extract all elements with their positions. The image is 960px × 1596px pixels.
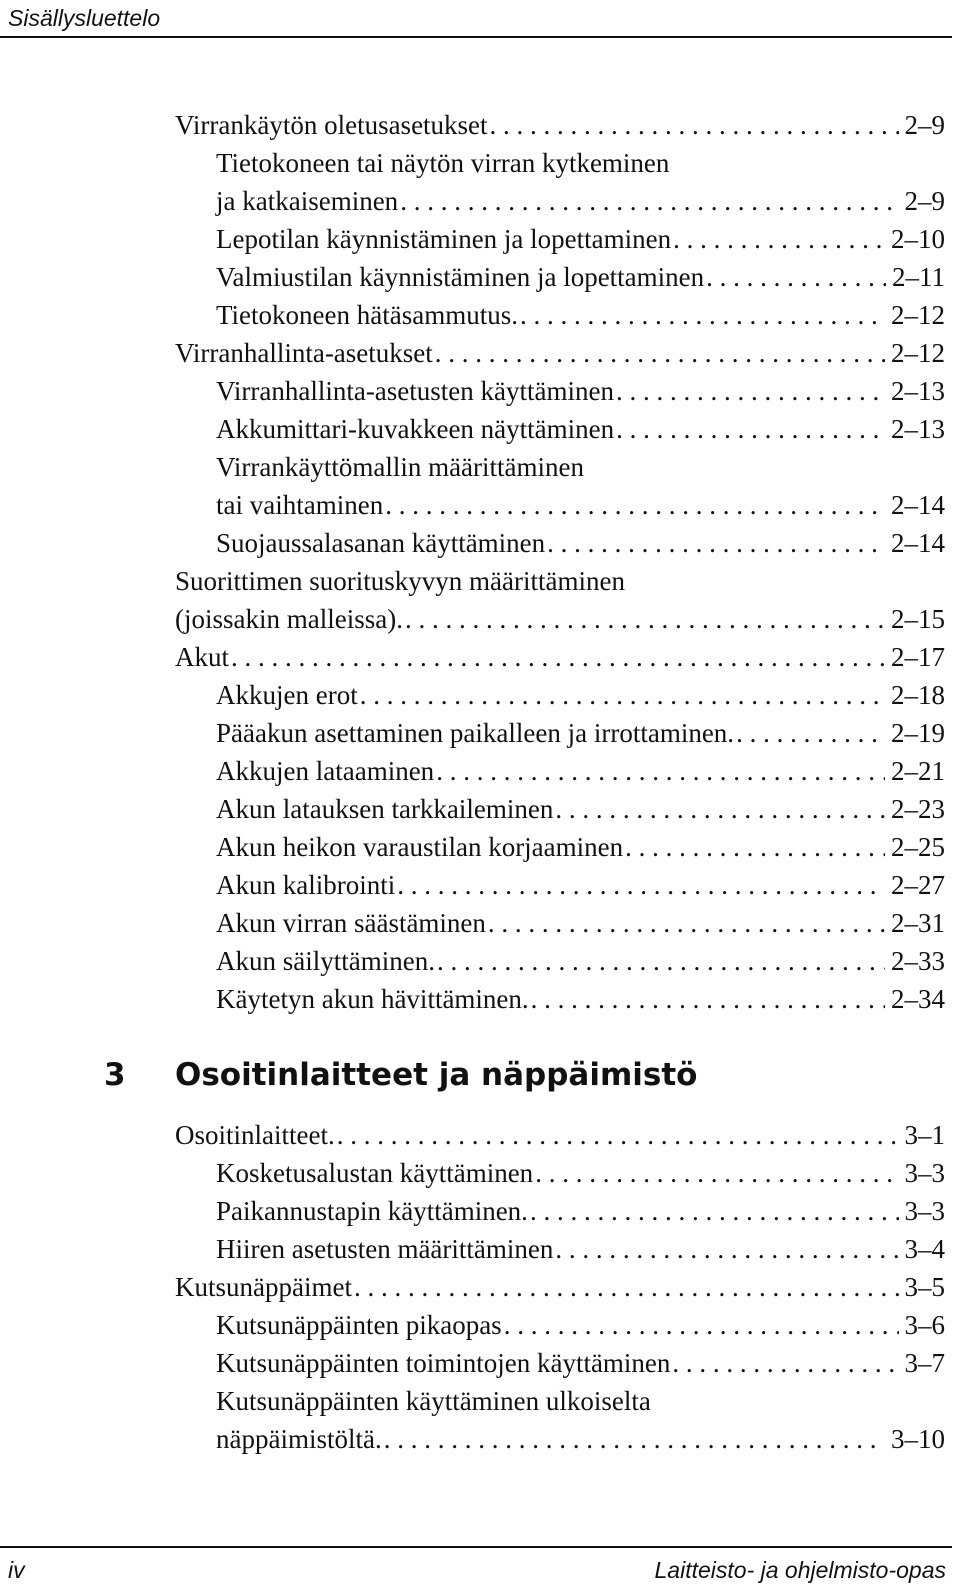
toc-entry-title: Virrankäyttömallin määrittäminen (216, 452, 585, 482)
toc-entry-title: Paikannustapin käyttäminen. (216, 1196, 528, 1226)
toc-entry[interactable] (175, 562, 945, 634)
toc-entry-title: Lepotilan käynnistäminen ja lopettaminen (216, 224, 672, 254)
toc-entry[interactable] (216, 144, 945, 216)
toc-entry[interactable] (175, 1268, 945, 1306)
toc-entry-page: 2–9 (904, 186, 945, 216)
dot-leader (435, 334, 885, 372)
toc-entry-page: 2–12 (891, 338, 945, 368)
toc-entry[interactable] (216, 942, 945, 980)
footer-rule (0, 1546, 952, 1548)
toc-entry-title-continued: näppäimistöltä. (216, 1424, 382, 1454)
dot-leader (490, 106, 899, 144)
dot-leader (616, 410, 885, 448)
footer-page-number: iv (8, 1557, 25, 1583)
toc-entry-title: Osoitinlaitteet. (175, 1120, 335, 1150)
dot-leader (531, 980, 885, 1018)
toc-entry-title: Akut (175, 642, 229, 672)
toc-entry-page: 2–12 (891, 300, 945, 330)
dot-leader (504, 1306, 899, 1344)
toc-entry-title: Valmiustilan käynnistäminen ja lopettaminen (216, 262, 705, 292)
toc-entry[interactable] (216, 1306, 945, 1344)
toc-entry-title: Akun latauksen tarkkaileminen (216, 794, 554, 824)
toc-entry-title: Kutsunäppäinten käyttäminen ulkoiselta (216, 1386, 651, 1416)
toc-entry[interactable] (175, 1116, 945, 1154)
toc-entry-title: Akun kalibrointi (216, 870, 396, 900)
toc-entry-page: 3–7 (904, 1348, 945, 1378)
toc-entry[interactable] (216, 410, 945, 448)
toc-entry[interactable] (175, 334, 945, 372)
dot-leader (547, 524, 885, 562)
dot-leader (354, 1268, 899, 1306)
dot-leader (385, 486, 885, 524)
toc-entry-page: 2–13 (891, 414, 945, 444)
toc-entry-title-continued: tai vaihtaminen (216, 490, 384, 520)
toc-entry-page: 2–23 (891, 794, 945, 824)
toc-entry-title: Hiiren asetusten määrittäminen (216, 1234, 554, 1264)
chapter-title: Osoitinlaitteet ja näppäimistö (175, 1057, 698, 1093)
dot-leader (231, 638, 885, 676)
dot-leader (625, 828, 885, 866)
toc-entry-page: 2–9 (904, 110, 945, 140)
toc-entry-page: 3–1 (904, 1120, 945, 1150)
toc-entry-page: 3–10 (891, 1424, 945, 1454)
toc-entry-title: Virranhallinta-asetukset (175, 338, 433, 368)
toc-entry-title: Akkujen erot (216, 680, 358, 710)
toc-entry[interactable] (216, 980, 945, 1018)
toc-entry-page: 2–14 (891, 528, 945, 558)
toc-entry[interactable] (216, 752, 945, 790)
dot-leader (360, 676, 885, 714)
toc-entry-page: 2–15 (891, 604, 945, 634)
toc-entry-page: 2–34 (891, 984, 945, 1014)
dot-leader (436, 752, 885, 790)
dot-leader (405, 600, 885, 638)
toc-entry[interactable] (175, 638, 945, 676)
dot-leader (437, 942, 885, 980)
toc-entry-title: Tietokoneen hätäsammutus. (216, 300, 518, 330)
toc-entry-page: 3–6 (904, 1310, 945, 1340)
toc-entry[interactable] (216, 904, 945, 942)
dot-leader (706, 258, 886, 296)
toc-entry-page: 2–31 (891, 908, 945, 938)
chapter-heading[interactable] (0, 1050, 960, 1100)
toc-entry-title-continued: (joissakin malleissa). (175, 604, 403, 634)
toc-entry[interactable] (216, 220, 945, 258)
toc-entry[interactable] (216, 296, 945, 334)
dot-leader (384, 1420, 885, 1458)
dot-leader (400, 182, 898, 220)
toc-entry[interactable] (216, 676, 945, 714)
toc-entry-page: 2–14 (891, 490, 945, 520)
dot-leader (555, 790, 885, 828)
dot-leader (673, 220, 885, 258)
toc-entry-title: Kutsunäppäinten toimintojen käyttäminen (216, 1348, 671, 1378)
toc-entry[interactable] (216, 448, 945, 520)
toc-entry-page: 2–33 (891, 946, 945, 976)
toc-entry[interactable] (216, 372, 945, 410)
toc-entry[interactable] (216, 1154, 945, 1192)
toc-entry[interactable] (216, 1230, 945, 1268)
toc-entry-title: Tietokoneen tai näytön virran kytkeminen (216, 148, 670, 178)
toc-entry-title: Suorittimen suorituskyvyn määrittäminen (175, 566, 625, 596)
toc-entry[interactable] (216, 828, 945, 866)
dot-leader (616, 372, 885, 410)
toc-entry[interactable] (216, 258, 945, 296)
toc-entry[interactable] (175, 106, 945, 144)
dot-leader (397, 866, 885, 904)
dot-leader (535, 1154, 898, 1192)
toc-entry-page: 2–19 (891, 718, 945, 748)
toc-entry[interactable] (216, 1192, 945, 1230)
toc-entry-title: Akun säilyttäminen. (216, 946, 435, 976)
toc-entry[interactable] (216, 1382, 945, 1454)
dot-leader (555, 1230, 898, 1268)
toc-entry-page: 2–11 (892, 262, 945, 292)
toc-entry-title: Akun heikon varaustilan korjaaminen (216, 832, 624, 862)
toc-entry-page: 2–18 (891, 680, 945, 710)
chapter-number: 3 (104, 1057, 126, 1093)
running-header-title: Sisällysluettelo (8, 5, 161, 31)
toc-entry-title: Virranhallinta-asetusten käyttäminen (216, 376, 614, 406)
toc-entry-title: Virrankäytön oletusasetukset (175, 110, 488, 140)
dot-leader (672, 1344, 898, 1382)
toc-entry-page: 2–27 (891, 870, 945, 900)
toc-entry-title: Kosketusalustan käyttäminen (216, 1158, 534, 1188)
dot-leader (488, 904, 885, 942)
toc-entry[interactable] (216, 524, 945, 562)
toc-entry-title: Käytetyn akun hävittäminen. (216, 984, 529, 1014)
toc-entry-title: Pääakun asettaminen paikalleen ja irrottaminen. (216, 718, 735, 748)
toc-entry[interactable] (216, 714, 945, 752)
toc-entry-title: Kutsunäppäimet (175, 1272, 352, 1302)
header-rule (0, 36, 952, 38)
toc-entry[interactable] (216, 1344, 945, 1382)
dot-leader (337, 1116, 899, 1154)
dot-leader (736, 714, 885, 752)
dot-leader (530, 1192, 899, 1230)
toc-entry-title: Akkumittari-kuvakkeen näyttäminen (216, 414, 615, 444)
toc-entry[interactable] (216, 790, 945, 828)
footer-book-title: Laitteisto- ja ohjelmisto-opas (654, 1557, 946, 1583)
toc-entry-page: 2–17 (891, 642, 945, 672)
toc-entry-title: Kutsunäppäinten pikaopas (216, 1310, 502, 1340)
toc-entry-page: 2–10 (891, 224, 945, 254)
toc-entry-page: 2–25 (891, 832, 945, 862)
toc-entry-title: Suojaussalasanan käyttäminen (216, 528, 546, 558)
toc-entry-page: 3–4 (904, 1234, 945, 1264)
toc-entry-title: Akun virran säästäminen (216, 908, 486, 938)
toc-entry-title: Akkujen lataaminen (216, 756, 435, 786)
toc-entry-title-continued: ja katkaiseminen (216, 186, 399, 216)
dot-leader (520, 296, 885, 334)
toc-entry-page: 2–21 (891, 756, 945, 786)
toc-entry-page: 3–5 (904, 1272, 945, 1302)
toc-entry-page: 2–13 (891, 376, 945, 406)
toc-entry[interactable] (216, 866, 945, 904)
toc-entry-page: 3–3 (904, 1158, 945, 1188)
toc-entry-page: 3–3 (904, 1196, 945, 1226)
